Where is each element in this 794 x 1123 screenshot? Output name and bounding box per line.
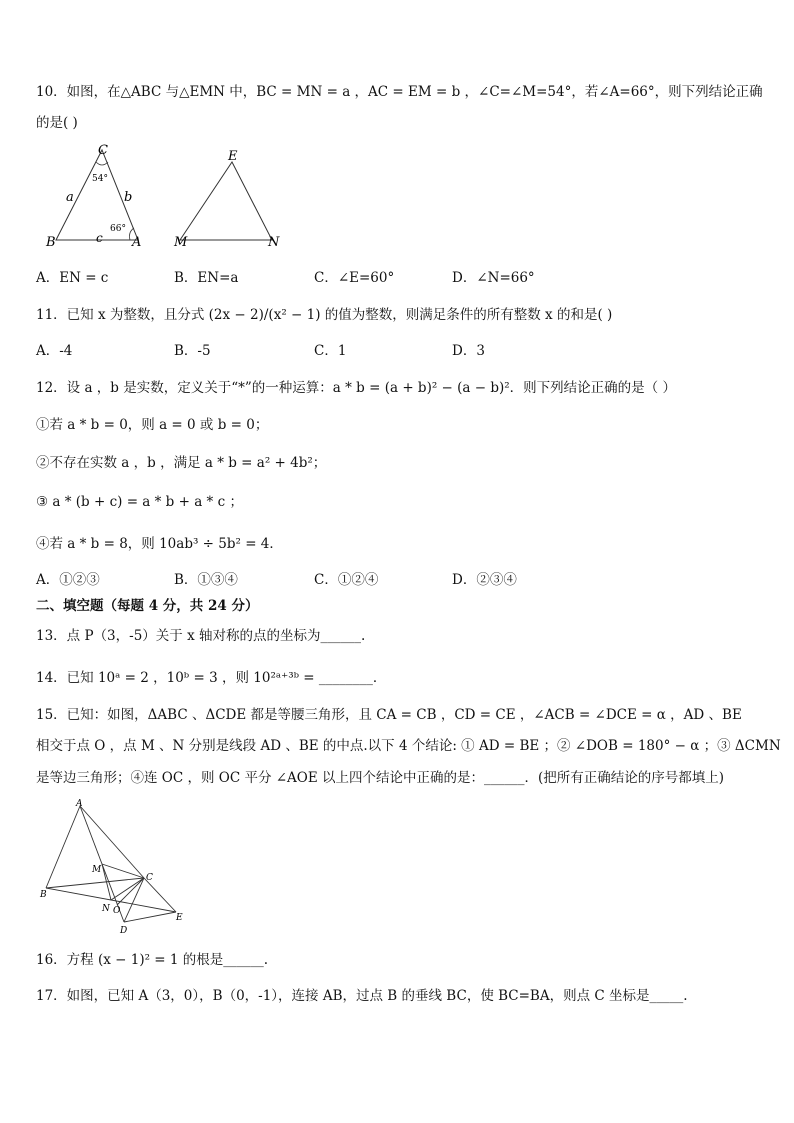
q11-option-b[interactable]: B．-5 [174,343,211,359]
q12-statement-4: ④若 a * b = 8，则 10ab³ ÷ 5b² = 4． [36,536,283,552]
angle-c-arc [96,162,108,165]
label-B: B [40,890,47,900]
label-E: E [176,913,183,923]
section-2-title: 二、填空题（每题 4 分，共 24 分） [36,598,259,614]
label-M: M [92,865,102,875]
q15-line2: 相交于点 O ，点 M 、N 分别是线段 AD 、BE 的中点.以下 4 个结论: ① AD = BE ；② ∠DOB = 180° − α ；③ ΔCMN [36,738,781,754]
q11-options [36,341,736,361]
label-B: B [46,235,56,250]
q10-options [36,268,736,288]
q13-stem: 13．点 P（3，-5）关于 x 轴对称的点的坐标为______. [36,628,366,644]
q11-option-c[interactable]: C．1 [314,343,347,359]
q14-stem: 14．已知 10ᵃ = 2 ，10ᵇ = 3 ，则 10²ᵃ⁺³ᵇ = ________． [36,670,387,686]
q10-stem-line2: 的是( ) [36,115,78,131]
q12-option-b[interactable]: B．①③④ [174,572,238,588]
label-a: a [66,190,74,205]
q11-option-d[interactable]: D．3 [452,343,485,359]
label-E: E [228,149,238,164]
label-C: C [146,873,153,883]
q12-statement-1: ①若 a * b = 0，则 a = 0 或 b = 0； [36,417,269,433]
q12-option-a[interactable]: A．①②③ [36,572,100,588]
label-angle-c: 54° [92,174,108,184]
q11-option-a[interactable]: A．-4 [36,343,73,359]
q12-statement-3: ③ a * (b + c) = a * b + a * c ； [36,494,243,510]
q10-figure [36,140,296,255]
q10-option-c[interactable]: C．∠E=60° [314,270,395,286]
q10-stem-line1: 10．如图，在△ABC 与△EMN 中，BC = MN = a ，AC = EM = b ，∠C=∠M=54°，若∠A=66°，则下列结论正确 [36,84,763,100]
q12-statement-2: ②不存在实数 a ，b ，满足 a * b = a² + 4b²； [36,455,327,471]
q15-line1: 15．已知：如图，ΔABC 、ΔCDE 都是等腰三角形，且 CA = CB ，CD = CE ，∠ACB = ∠DCE = α ，AD 、BE [36,707,742,723]
label-b: b [124,190,133,205]
q10-option-b[interactable]: B．EN=a [174,270,239,286]
q10-option-d[interactable]: D．∠N=66° [452,270,535,286]
label-D: D [120,926,128,936]
q17-stem: 17．如图，已知 A（3，0），B（0，-1），连接 AB，过点 B 的垂线 BC，使 BC=BA，则点 C 坐标是_____. [36,988,688,1004]
q15-line3: 是等边三角形；④连 OC ，则 OC 平分 ∠AOE 以上四个结论中正确的是：______．(把所有正确结论的序号都填上) [36,770,725,786]
label-A: A [76,799,83,809]
q11-stem: 11．已知 x 为整数，且分式 (2x − 2)/(x² − 1) 的值为整数，则满足条件的所有整数 x 的和是( ) [36,307,613,323]
q12-options [36,570,736,590]
label-N: N [102,904,110,914]
label-N: N [268,235,280,250]
label-O: O [113,906,121,916]
q10-option-a[interactable]: A．EN = c [36,270,109,286]
triangle-emn [180,162,272,240]
label-c: c [96,231,103,245]
label-C: C [98,143,108,158]
label-A: A [132,235,142,250]
q12-option-d[interactable]: D．②③④ [452,572,517,588]
label-angle-a: 66° [110,224,126,234]
q12-option-c[interactable]: C．①②④ [314,572,379,588]
q16-stem: 16．方程 (x − 1)² = 1 的根是______. [36,952,269,968]
q12-stem: 12．设 a ，b 是实数，定义关于“*”的一种运算：a * b = (a + b)² − (a − b)²．则下列结论正确的是（ ） [36,380,676,396]
label-M: M [174,235,188,250]
q15-figure [36,796,196,936]
